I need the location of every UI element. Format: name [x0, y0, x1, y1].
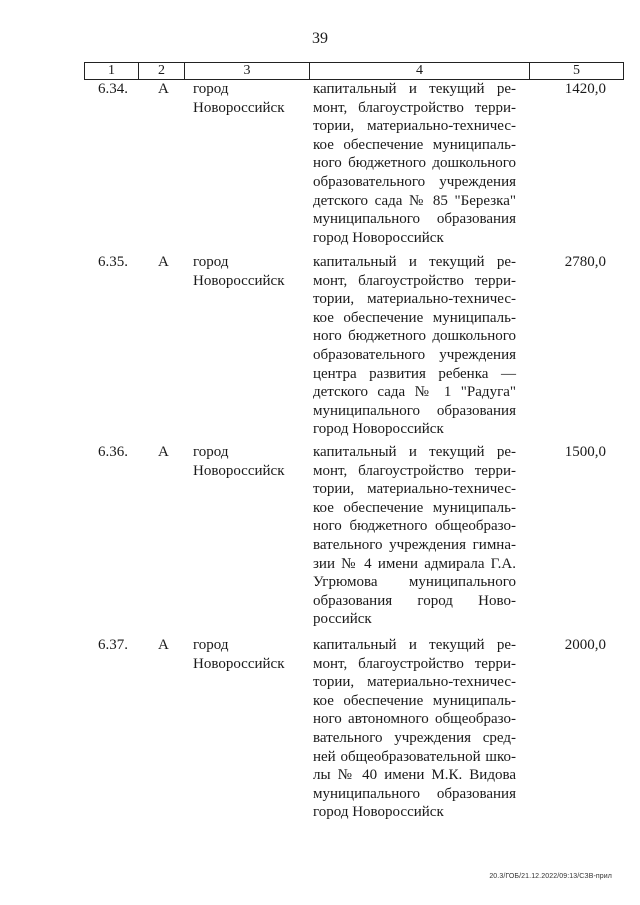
- row-description: капитальный и текущий ремонт, благоустройство территории, материально-техническое обеспечение муниципального бюджетного дошкольного образовательного учреждения детского сада № 85 "Березка" муниципального образования город Новороссийск: [313, 81, 516, 246]
- row-number: 6.34.: [98, 81, 128, 97]
- row-city: город Новороссийск: [193, 254, 285, 289]
- column-header-1: 1: [85, 63, 139, 79]
- row-number: 6.37.: [98, 637, 128, 653]
- document-code: 20.3/ГОБ/21.12.2022/09:13/СЗВ-прил: [489, 873, 612, 880]
- column-header-5: 5: [573, 63, 580, 78]
- row-city: город Новороссийск: [193, 444, 285, 479]
- row-description: капитальный и текущий ремонт, благоустройство территории, материально-техническое обеспечение муниципального автономного общеобразовательного учреждения средней общеобразовательной школы № 40 имени М.К. Видова муниципального образования город Новороссийск: [313, 637, 516, 821]
- column-header-3: 3: [185, 63, 310, 79]
- row-category: А: [158, 637, 169, 653]
- row-city: город Новороссийск: [193, 81, 285, 116]
- row-amount: 2780,0: [564, 254, 606, 270]
- row-description: капитальный и текущий ремонт, благоустройство территории, материально-техническое обеспечение муниципального бюджетного дошкольного образовательного учреждения центра развития ребенка — детского сада № 1 "Радуга" муниципального образования город Новороссийск: [313, 254, 516, 438]
- row-number: 6.36.: [98, 444, 128, 460]
- row-amount: 1420,0: [564, 81, 606, 97]
- row-city: город Новороссийск: [193, 637, 285, 672]
- row-category: А: [158, 81, 169, 97]
- page-number: 39: [312, 30, 328, 47]
- table-header: [84, 62, 624, 80]
- column-header-4: 4: [310, 63, 530, 79]
- row-description: капитальный и текущий ремонт, благоустройство территории, материально-техническое обеспечение муниципального бюджетного общеобразовательного учреждения гимназии № 4 имени адмирала Г.А. Угрюмова муниципального образования город Новороссийск: [313, 444, 516, 628]
- row-number: 6.35.: [98, 254, 128, 270]
- row-amount: 1500,0: [564, 444, 606, 460]
- row-category: А: [158, 444, 169, 460]
- row-amount: 2000,0: [564, 637, 606, 653]
- column-header-2: 2: [139, 63, 185, 79]
- row-category: А: [158, 254, 169, 270]
